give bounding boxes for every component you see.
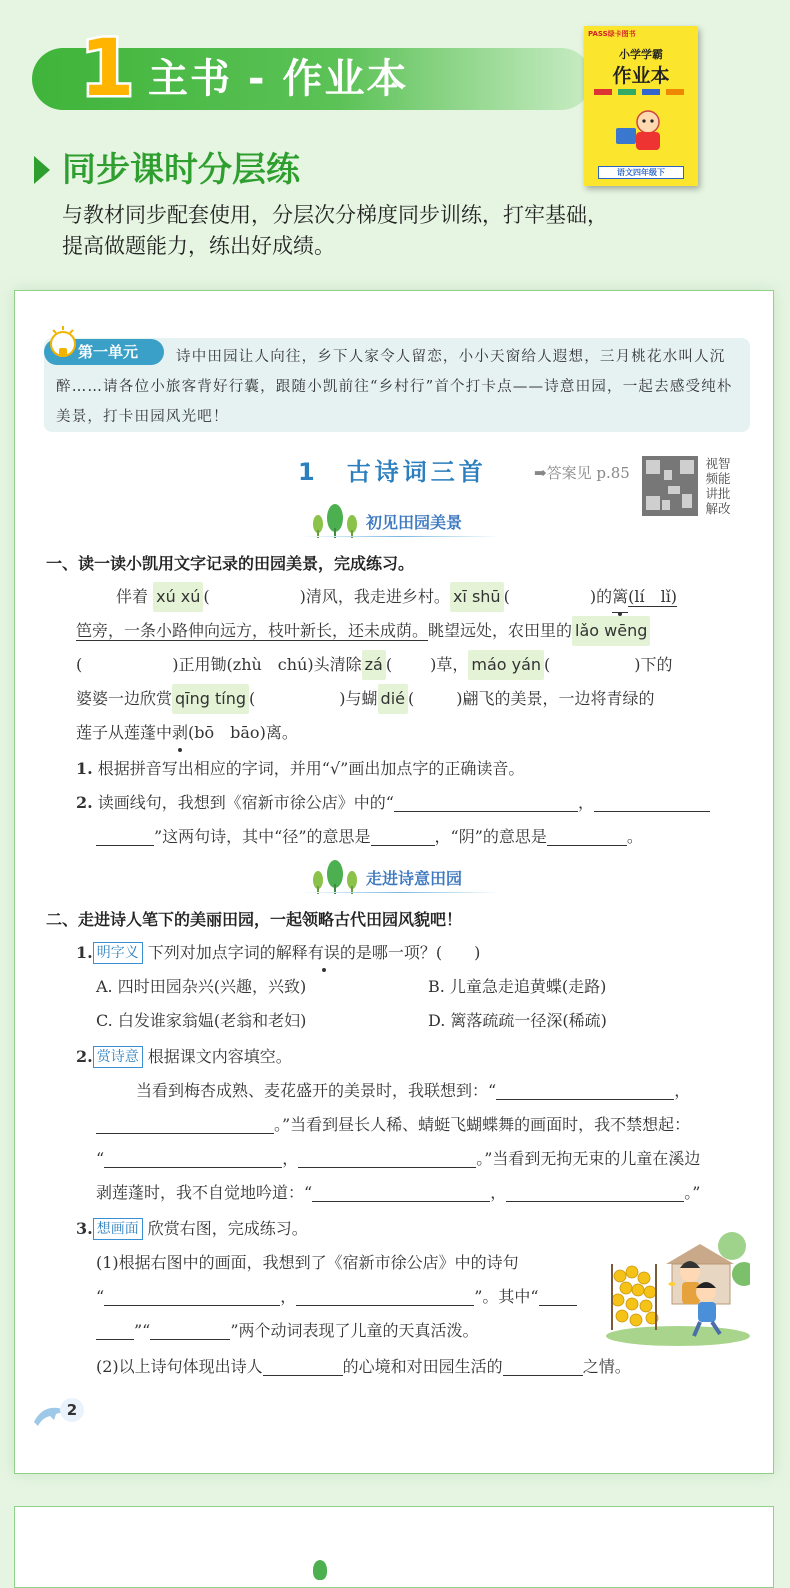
question-2-2: 2. 赏诗意 根据课文内容填空。 <box>76 1047 292 1066</box>
question-2-3-1-line-2: “ ， ”。其中“ <box>96 1282 577 1312</box>
intro-line-2: 提高做题能力，练出好成绩。 <box>62 234 335 258</box>
subhead-poetic-garden: 走进诗意田园 <box>366 869 463 888</box>
answer-blank[interactable] <box>539 1285 577 1306</box>
question-1-title: 一、读一读小凯用文字记录的田园美景，完成练习。 <box>46 554 415 573</box>
option-b[interactable]: B. 儿童急走追黄蝶(走路) <box>428 977 607 996</box>
question-2-2-line-1: 当看到梅杏成熟、麦花盛开的美景时，我联想到：“ ， <box>136 1081 691 1100</box>
answer-blank[interactable] <box>496 1079 674 1100</box>
passage-line-2: 笆旁，一条小路伸向远方，枝叶新长，还未成荫。眺望远处，农田里的 lǎo wēng <box>76 616 650 646</box>
answer-blank[interactable] <box>298 1147 476 1168</box>
lesson-title: 1 古诗词三首 <box>298 458 487 486</box>
question-2-3-1-line-1: (1)根据右图中的画面，我想到了《宿新市徐公店》中的诗句 <box>96 1253 519 1272</box>
section-title: 同步课时分层练 <box>62 150 300 190</box>
question-2-2-line-2: 。”当看到昼长人稀、蜻蜓飞蝴蝶舞的画面时，我不禁想起： <box>96 1110 690 1140</box>
tree-icon <box>310 504 360 538</box>
answer-blank[interactable] <box>96 1113 274 1134</box>
passage-line-4: 婆婆一边欣赏 qīng tíng ( )与蝴 dié ( )翩飞的美景，一边将青绿的 <box>76 684 655 714</box>
unit-intro-text: 诗中田园让人向往，乡下人家令人留恋，小小天窗给人遐想，三月桃花水叫人沉醉……请各位小旅客背好行囊，跟随小凯前往“乡村行”首个打卡点——诗意田园，一起去感受纯朴美景，打卡田园风光吧！ <box>56 349 733 425</box>
answer-blank[interactable] <box>104 1285 280 1306</box>
tag-appreciate: 赏诗意 <box>93 1046 143 1068</box>
tag-imagine: 想画面 <box>93 1218 143 1240</box>
question-2-3: 3. 想画面 欣赏右图，完成练习。 <box>76 1219 308 1238</box>
book-grade: 语文四年级下 <box>598 166 684 179</box>
tree-icon <box>310 860 360 894</box>
page-number: 2 <box>60 1398 84 1422</box>
book-mascot-icon <box>614 108 670 154</box>
subhead-first-view: 初见田园美景 <box>366 513 463 532</box>
answer-blank[interactable] <box>506 1181 684 1202</box>
question-1-2-line-2: ”这两句诗，其中“径”的意思是 ，“阴”的意思是 。 <box>96 822 643 852</box>
option-c[interactable]: C. 白发谁家翁媪(老翁和老妇) <box>96 1011 307 1030</box>
subhead-underline <box>300 536 500 537</box>
section-arrow-icon <box>34 156 50 184</box>
question-2-3-2: (2)以上诗句体现出诗人 的心境和对田园生活的 之情。 <box>96 1357 631 1376</box>
passage-line-5: 莲子从莲蓬中剥(bō bāo)离。 <box>76 718 298 748</box>
next-worksheet-page <box>14 1506 774 1588</box>
question-2-2-line-4: 剥莲蓬时，我不自觉地吟道：“ ， 。” <box>96 1183 701 1202</box>
children-garden-illustration <box>606 1224 750 1346</box>
answer-blank[interactable] <box>263 1355 343 1376</box>
answer-blank[interactable] <box>104 1147 282 1168</box>
question-1-2-line-1: 2. 读画线句，我想到《宿新市徐公店》中的“ ， <box>76 788 710 818</box>
video-explain-label: 视智 频能 讲批 解改 <box>705 456 731 516</box>
book-brand: PASS绿卡图书 <box>588 30 636 38</box>
tag-meaning: 明字义 <box>93 942 143 964</box>
intro-text <box>62 200 722 262</box>
unit-label: 第一单元 <box>44 339 164 365</box>
book-feature-icons <box>592 88 690 96</box>
passage-line-1: 伴着 xú xú ( )清风，我走进乡村。 xī shū ( )的篱(lí lǐ) <box>116 582 677 613</box>
answer-blank[interactable] <box>96 1319 134 1340</box>
answer-blank[interactable] <box>150 1319 230 1340</box>
question-2-title: 二、走进诗人笔下的美丽田园，一起领略古代田园风貌吧！ <box>46 910 463 929</box>
qr-code[interactable] <box>642 456 698 516</box>
book-title-small: 小学学霸 <box>619 48 663 61</box>
question-2-1: 1. 明字义 下列对加点字词的解释有误的是哪一项？( ) <box>76 938 480 968</box>
leaf-icon <box>313 1560 327 1580</box>
option-a[interactable]: A. 四时田园杂兴(兴趣，兴致) <box>96 977 307 996</box>
option-d[interactable]: D. 篱落疏疏一径深(稀疏) <box>428 1011 607 1030</box>
book-title-big: 作业本 <box>612 65 670 87</box>
question-1-1: 1. 根据拼音写出相应的字词，并用“√”画出加点字的正确读音。 <box>76 759 525 778</box>
answer-blank[interactable] <box>594 791 710 812</box>
answer-blank[interactable] <box>503 1355 583 1376</box>
answer-blank[interactable] <box>371 825 435 846</box>
answer-blank[interactable] <box>394 791 578 812</box>
answer-reference: ➡答案见 p.85 <box>534 464 630 482</box>
question-2-3-1-line-3: ”“ ”两个动词表现了儿童的天真活泼。 <box>96 1316 479 1346</box>
book-cover-image <box>584 26 698 186</box>
arrow-right-icon: ➡ <box>534 464 547 482</box>
question-2-2-line-3: “ ， 。”当看到无拘无束的儿童在溪边 <box>96 1149 701 1168</box>
answer-blank[interactable] <box>96 825 154 846</box>
chapter-number: 1 <box>80 24 135 114</box>
subhead-underline <box>300 892 500 893</box>
intro-line-1: 与教材同步配套使用，分层次分梯度同步训练，打牢基础， <box>62 203 608 227</box>
answer-blank[interactable] <box>547 825 627 846</box>
banner-title: 主书 - 作业本 <box>148 56 409 102</box>
passage-line-3: ( )正用锄(zhù chú)头清除 zá ( )草， máo yán ( )下的 <box>76 650 673 680</box>
answer-blank[interactable] <box>312 1181 490 1202</box>
answer-blank[interactable] <box>296 1285 474 1306</box>
